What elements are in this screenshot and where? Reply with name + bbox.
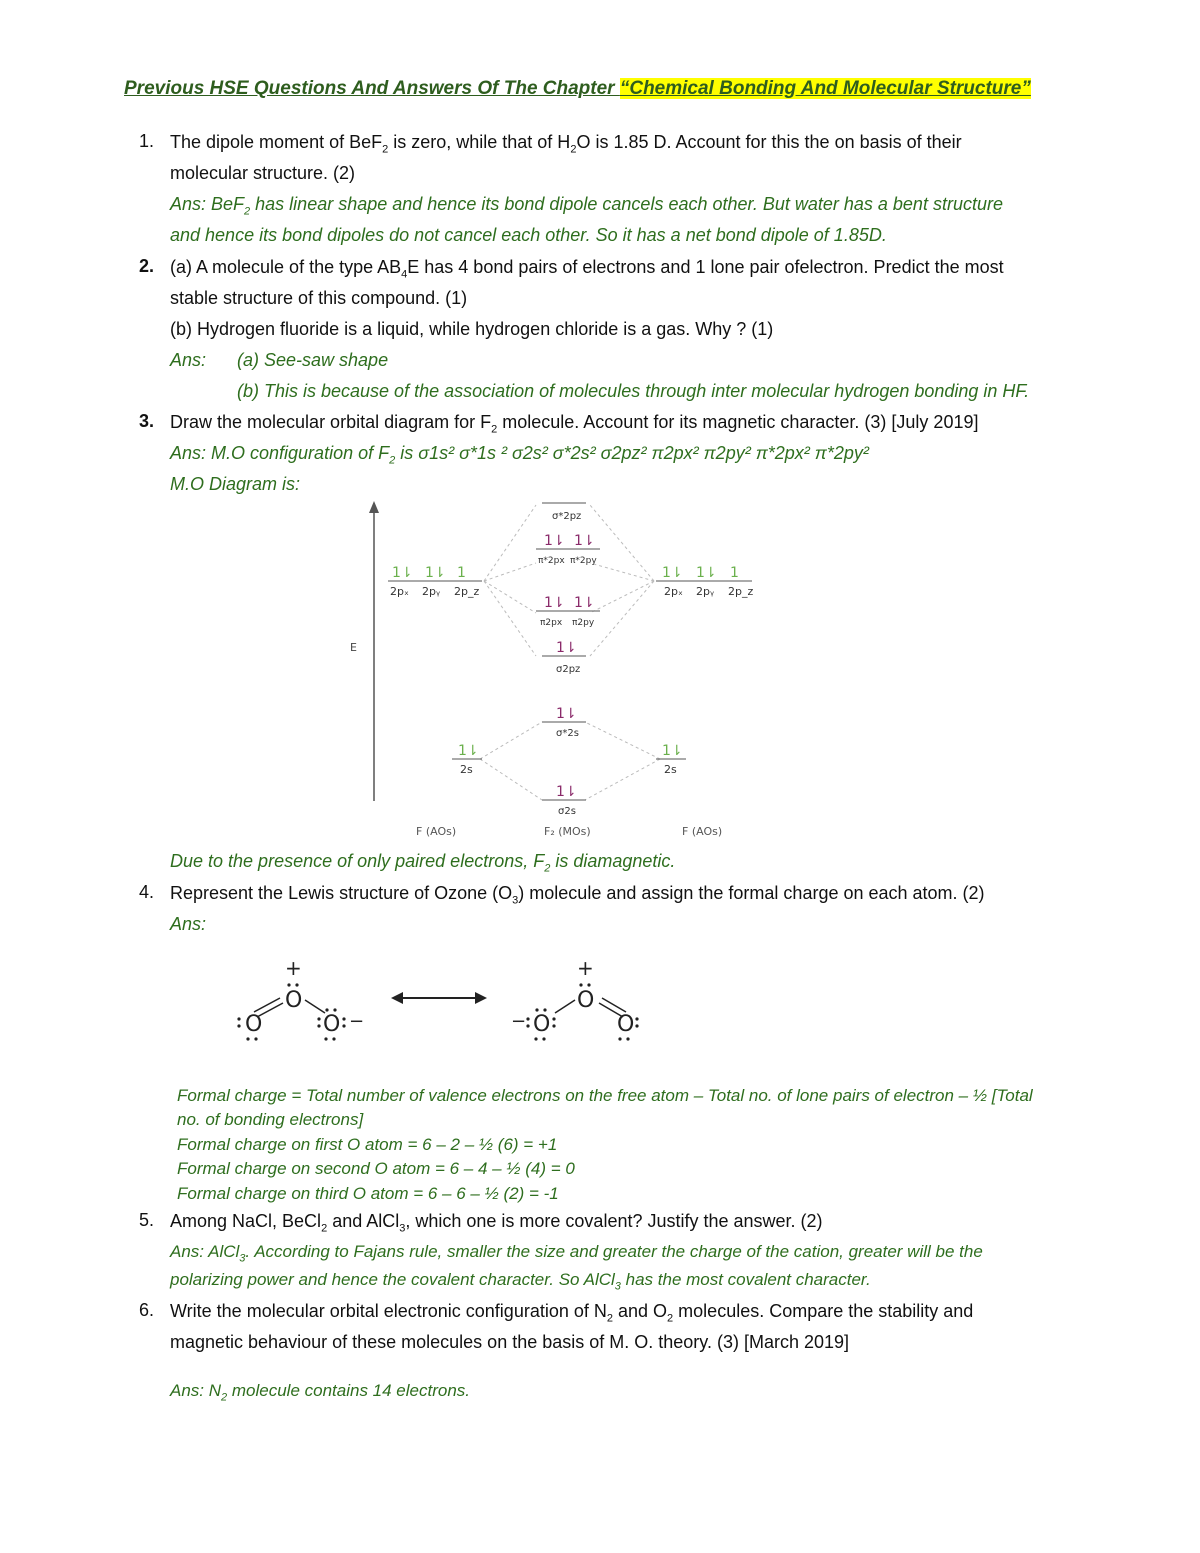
left-2p-orbitals	[388, 565, 482, 598]
electrons-right-2pz: 1	[730, 565, 739, 581]
electrons-right-2px: 1⇂	[662, 565, 683, 581]
caption-left-aos: F (AOs)	[416, 825, 457, 838]
q2-number: 2.	[139, 256, 155, 276]
mo-sigma-star-2pz	[542, 503, 586, 522]
label-right-2s: 2s	[664, 763, 677, 776]
left-2s-orbital	[452, 743, 482, 776]
left-minus-charge: −	[349, 1011, 365, 1032]
q1-answer-line2: and hence its bond dipoles do not cancel each other. So it has a net bond dipole of 1.85D.	[170, 225, 887, 245]
label-pi-2px: π2px	[540, 618, 563, 628]
mo-pi-star-2p	[536, 533, 600, 566]
right-first-o: O	[533, 1012, 551, 1037]
caption-right-aos: F (AOs)	[682, 825, 723, 838]
right-third-o: O	[617, 1012, 635, 1037]
ozone-lewis-structures	[225, 955, 655, 1050]
q3-diagram-label: M.O Diagram is:	[170, 474, 301, 494]
q2-line2: stable structure of this compound. (1)	[170, 288, 468, 308]
q3-answer-config: Ans: M.O configuration of $F_2$ is σ1s² σ*1s ² σ2s² σ*2s² σ2pz² π2px² π2py² π*2px² π*2py²	[170, 443, 869, 467]
label-right-2py: 2pᵧ	[696, 585, 715, 598]
right-plus-charge: +	[577, 956, 594, 980]
electrons-sigma-star-2s: 1⇂	[556, 706, 577, 722]
q4-number: 4.	[139, 882, 155, 902]
electrons-left-2py: 1⇂	[425, 565, 446, 581]
mo-sigma-2s	[542, 784, 586, 817]
label-left-2py: 2pᵧ	[422, 585, 441, 598]
label-pi-star-2py: π*2py	[570, 556, 597, 566]
label-left-2pz: 2p_z	[454, 585, 480, 598]
q2-line3: (b) Hydrogen fluoride is a liquid, while hydrogen chloride is a gas. Why ? (1)	[170, 319, 774, 339]
lewis-structure-right	[511, 956, 639, 1041]
title-prefix: Previous HSE Questions And Answers Of The Chapter	[124, 78, 620, 99]
electrons-right-2py: 1⇂	[696, 565, 717, 581]
q5-answer-line1: Ans: AlCl$_3$. According to Fajans rule, smaller the size and greater the charge of the cation, greater will be the	[170, 1242, 983, 1265]
label-pi-2py: π2py	[572, 618, 595, 628]
left-plus-charge: +	[285, 956, 302, 980]
label-left-2s: 2s	[460, 763, 473, 776]
label-pi-star-2px: π*2px	[538, 556, 565, 566]
lewis-structure-left	[237, 956, 364, 1041]
title-highlight: “Chemical Bonding And Molecular Structure”	[619, 78, 1031, 99]
electrons-right-2s: 1⇂	[662, 743, 683, 759]
left-central-o: O	[285, 988, 303, 1013]
q6-line1: Write the molecular orbital electronic configuration of $N_2$ and $O_2$ molecules. Compare the stability and	[170, 1301, 974, 1325]
electrons-sigma-2pz: 1⇂	[556, 640, 577, 656]
right-minus-charge: −	[511, 1011, 527, 1032]
q1-line2: molecular structure. (2)	[170, 163, 356, 183]
q6-line2: magnetic behaviour of these molecules on the basis of M. O. theory. (3) [March 2019]	[170, 1332, 850, 1352]
right-2s-orbital	[656, 743, 686, 776]
q5-line1: Among NaCl, BeCl$_2$ and AlCl$_3$, which one is more covalent? Justify the answer. (2)	[170, 1211, 823, 1235]
q1-line1: The dipole moment of BeF$_2$ is zero, while that of $H_2O$ is 1.85 D. Account for this the on basis of their	[170, 132, 962, 156]
right-central-o: O	[577, 988, 595, 1013]
electrons-left-2px: 1⇂	[392, 565, 413, 581]
label-right-2pz: 2p_z	[728, 585, 754, 598]
label-sigma-2pz: σ2pz	[556, 664, 581, 675]
energy-axis-arrow	[369, 501, 379, 513]
formal-charge-first-o: Formal charge on first O atom = 6 – 2 – ½ (6) = +1	[177, 1135, 558, 1154]
electrons-pi-star-2px: 1⇂	[544, 533, 565, 549]
left-first-o: O	[245, 1012, 263, 1037]
q6-answer: Ans: $N_2$ molecule contains 14 electrons.	[170, 1381, 471, 1404]
left-third-o: O	[323, 1012, 341, 1037]
q3-number: 3.	[139, 411, 155, 431]
q1-number: 1.	[139, 131, 155, 151]
electrons-sigma-2s: 1⇂	[556, 784, 577, 800]
q5-number: 5.	[139, 1210, 155, 1230]
q4-answer-label: Ans:	[170, 914, 207, 934]
mo-diagram	[330, 495, 770, 845]
q4-line1: Represent the Lewis structure of Ozone $(O_3)$ molecule and assign the formal charge on each atom. (2)	[170, 883, 985, 907]
page-title	[124, 78, 1031, 100]
electrons-left-2pz: 1	[457, 565, 466, 581]
formal-charge-third-o: Formal charge on third O atom = 6 – 6 – ½ (2) = -1	[177, 1184, 559, 1203]
q3-line1: Draw the molecular orbital diagram for $F_2$ molecule. Account for its magnetic character. (3) [July 2019]	[170, 412, 979, 436]
q1-answer-line1: Ans: BeF$_2$ has linear shape and hence its bond dipole cancels each other. But water has a bent structure	[170, 194, 1003, 218]
q2-answer-a: (a) See-saw shape	[237, 350, 389, 370]
formal-charge-definition-line1: Formal charge = Total number of valence electrons on the free atom – Total no. of lone pairs of electron – ½ [Total	[177, 1086, 1033, 1105]
q3-conclusion: Due to the presence of only paired electrons, $F_2$ is diamagnetic.	[170, 851, 676, 875]
svg-text:σ*2pz: σ*2pz	[552, 511, 582, 522]
label-right-2px: 2pₓ	[664, 585, 683, 598]
energy-axis-label: E	[350, 641, 357, 654]
label-sigma-star-2s: σ*2s	[556, 728, 579, 739]
electrons-left-2s: 1⇂	[458, 743, 479, 759]
mo-sigma-star-2s	[542, 706, 586, 739]
electrons-pi-2px: 1⇂	[544, 595, 565, 611]
mo-sigma-2pz	[542, 640, 586, 675]
formal-charge-definition-line2: no. of bonding electrons]	[177, 1110, 364, 1129]
label-sigma-2s: σ2s	[558, 806, 576, 817]
resonance-arrow	[391, 992, 487, 1004]
mo-pi-2p	[536, 595, 600, 628]
q6-number: 6.	[139, 1300, 155, 1320]
formal-charge-second-o: Formal charge on second O atom = 6 – 4 – ½ (4) = 0	[177, 1159, 575, 1178]
electrons-pi-2py: 1⇂	[574, 595, 595, 611]
q2-answer-label: Ans:	[170, 350, 207, 370]
q2-answer-b: (b) This is because of the association of molecules through inter molecular hydrogen bonding in HF.	[237, 381, 1030, 401]
label-left-2px: 2pₓ	[390, 585, 409, 598]
caption-center-mos: F₂ (MOs)	[544, 825, 591, 838]
electrons-pi-star-2py: 1⇂	[574, 533, 595, 549]
right-2p-orbitals	[656, 565, 753, 598]
q5-answer-line2: polarizing power and hence the covalent character. So AlCl$_3$ has the most covalent character.	[170, 1270, 871, 1293]
q2-line1: (a) A molecule of the type $AB_4E$ has 4 bond pairs of electrons and 1 lone pair ofelectron. Predict the most	[170, 257, 1004, 281]
